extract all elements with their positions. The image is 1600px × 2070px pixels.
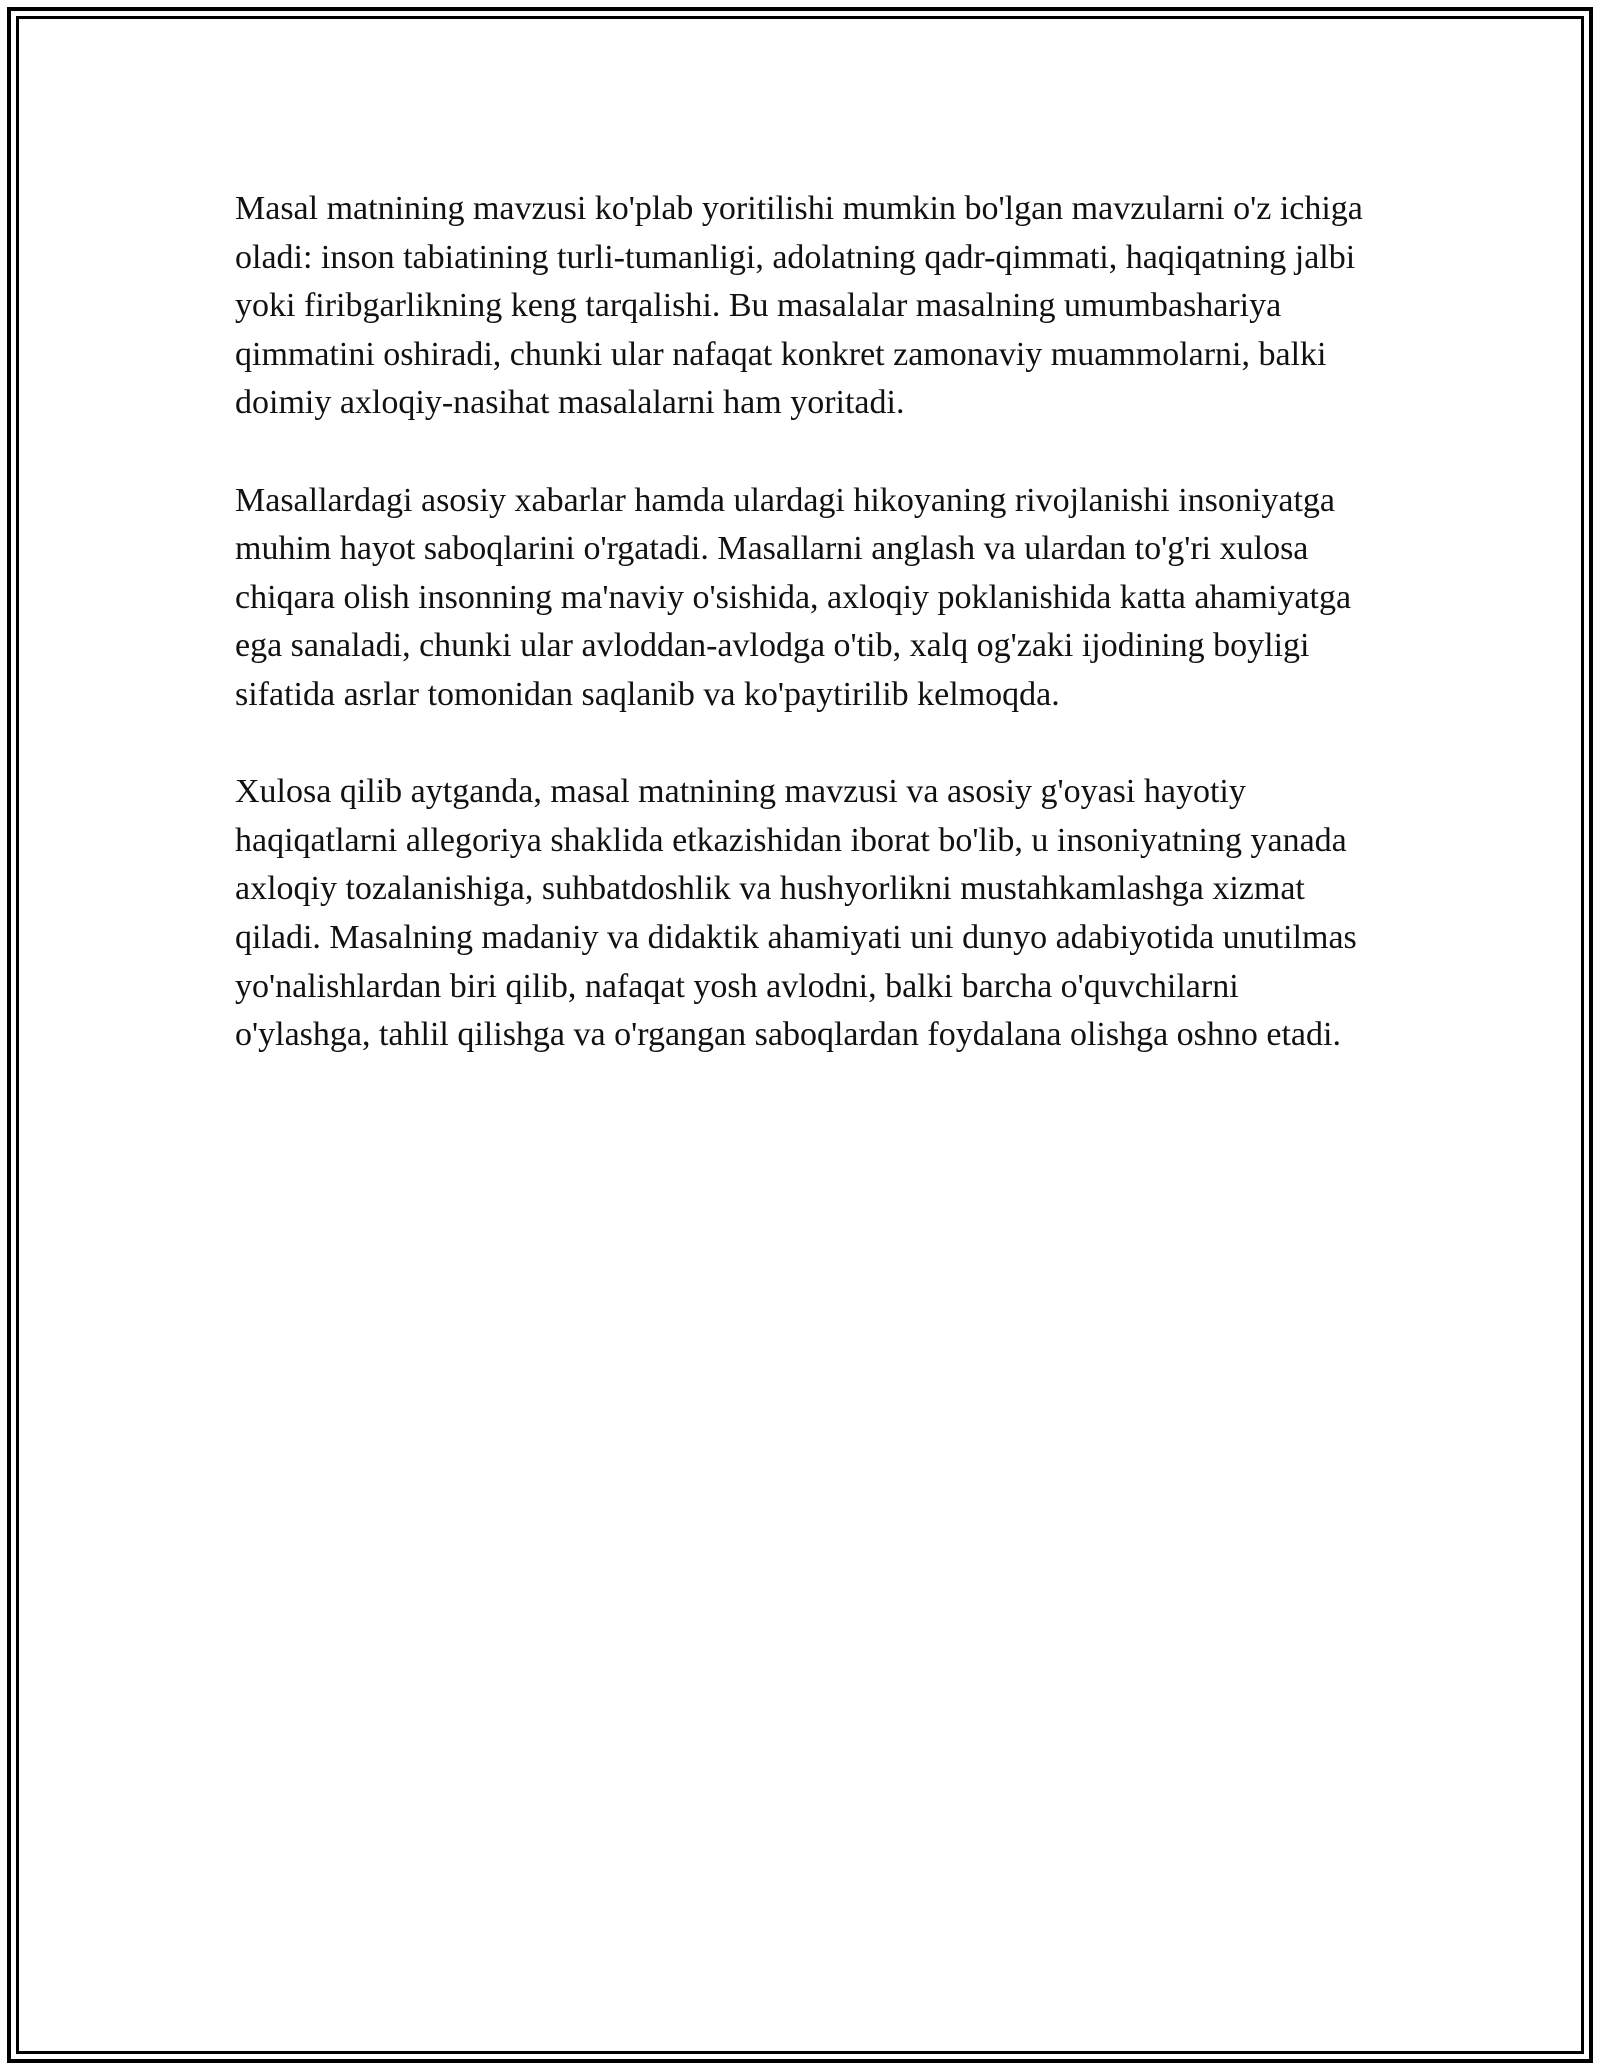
paragraph-3: Xulosa qilib aytganda, masal matnining mavzusi va asosiy g'oyasi hayotiy haqiqatlarni allegoriya shaklida etkazishidan iborat bo'lib, u insoniyatning yanada axloqiy tozalanishiga, suhbatdoshlik va hushyorlikni mustahkamlashga xizmat qiladi. Masalning madaniy va didaktik ahamiyati uni dunyo adabiyotida unutilmas yo'nalishlardan biri qilib, nafaqat yosh avlodni, balki barcha o'quvchilarni o'ylashga, tahlil qilishga va o'rgangan saboqlardan foydalana olishga oshno etadi.: [235, 773, 1357, 1054]
document-body: [235, 185, 1370, 1108]
paragraph-1: Masal matnining mavzusi ko'plab yoritilishi mumkin bo'lgan mavzularni o'z ichiga oladi: inson tabiatining turli-tumanligi, adolatning qadr-qimmati, haqiqatning jalbi yoki firibgarlikning keng tarqalishi. Bu masalalar masalning umumbashariya qimmatini oshiradi, chunki ular nafaqat konkret zamonaviy muammolarni, balki doimiy axloqiy-nasihat masalalarni ham yoritadi.: [235, 190, 1363, 422]
paragraph-2: Masallardagi asosiy xabarlar hamda ulardagi hikoyaning rivojlanishi insoniyatga muhim hayot saboqlarini o'rgatadi. Masallarni anglash va ulardan to'g'ri xulosa chiqara olish insonning ma'naviy o'sishida, axloqiy poklanishida katta ahamiyatga ega sanaladi, chunki ular avloddan-avlodga o'tib, xalq og'zaki ijodining boyligi sifatida asrlar tomonidan saqlanib va ko'paytirilib kelmoqda.: [235, 481, 1352, 713]
